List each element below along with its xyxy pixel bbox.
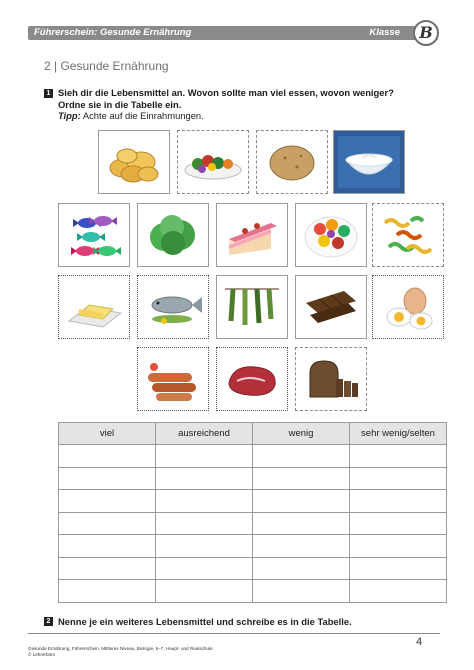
table-cell[interactable]: [253, 467, 350, 490]
task-number-2: 2: [44, 617, 53, 626]
table-cell[interactable]: [350, 512, 447, 535]
table-row: [59, 512, 447, 535]
food-card-herbs: [216, 275, 288, 339]
cake-slice-icon: [221, 209, 283, 261]
column-header-viel: viel: [59, 423, 156, 445]
tip-label: Tipp:: [58, 110, 81, 121]
table-cell[interactable]: [59, 535, 156, 558]
header-bar: [28, 26, 438, 40]
table-cell[interactable]: [253, 512, 350, 535]
food-card-lettuce: [137, 203, 209, 267]
table-cell[interactable]: [59, 467, 156, 490]
steak-icon: [221, 353, 283, 405]
page-number: 4: [416, 636, 423, 648]
task-number-1: 1: [44, 89, 53, 98]
column-header-ausreichend: ausreichend: [156, 423, 253, 445]
butter-icon: [63, 281, 125, 333]
footer-text: [28, 646, 213, 658]
table-row: [59, 557, 447, 580]
eggs-icon: [377, 281, 439, 333]
food-card-potato: [256, 130, 328, 194]
table-cell[interactable]: [59, 512, 156, 535]
bread-icon: [300, 353, 362, 405]
food-card-fruit-bowl: [295, 203, 367, 267]
potato-chips-icon: [103, 136, 165, 188]
task1-instruction-line2: Ordne sie in die Tabelle ein.: [58, 99, 182, 110]
fish-icon: [142, 281, 204, 333]
salad-plate-icon: [182, 136, 244, 188]
food-card-butter: [58, 275, 130, 339]
table-row: [59, 467, 447, 490]
food-card-chocolate: [295, 275, 367, 339]
table-cell[interactable]: [253, 535, 350, 558]
food-card-candy: [58, 203, 130, 267]
table-cell[interactable]: [156, 445, 253, 468]
food-card-sausages: [137, 347, 209, 411]
food-card-cake: [216, 203, 288, 267]
klasse-label: Klasse: [369, 27, 400, 38]
table-cell[interactable]: [350, 535, 447, 558]
footer-line-1: Gesunde Ernährung, Führerschein, Mittleres Niveau, Biologie, 5–7, Haupt- und Realschule: [28, 646, 213, 651]
table-cell[interactable]: [350, 557, 447, 580]
table-cell[interactable]: [350, 580, 447, 603]
tip-text: Achte auf die Einrahmungen.: [80, 110, 204, 121]
food-card-chips: [98, 130, 170, 194]
table-cell[interactable]: [59, 580, 156, 603]
yogurt-bowl-icon: [338, 136, 400, 188]
food-card-pasta: [372, 203, 444, 267]
food-card-salad-plate: [177, 130, 249, 194]
table-cell[interactable]: [156, 490, 253, 513]
table-cell[interactable]: [350, 467, 447, 490]
table-cell[interactable]: [253, 557, 350, 580]
table-cell[interactable]: [156, 557, 253, 580]
food-card-meat: [216, 347, 288, 411]
table-cell[interactable]: [350, 445, 447, 468]
food-card-yogurt: [333, 130, 405, 194]
food-card-fish: [137, 275, 209, 339]
table-header-row: [59, 423, 447, 445]
food-card-eggs: [372, 275, 444, 339]
worksheet-title: Führerschein: Gesunde Ernährung: [34, 27, 192, 38]
wrapped-candy-icon: [63, 209, 125, 261]
table-cell[interactable]: [59, 557, 156, 580]
fruit-bowl-icon: [300, 209, 362, 261]
pasta-icon: [377, 209, 439, 261]
footer-divider: [28, 633, 440, 634]
table-row: [59, 490, 447, 513]
food-card-bread: [295, 347, 367, 411]
classification-table: [58, 422, 447, 603]
herbs-icon: [221, 281, 283, 333]
table-cell[interactable]: [253, 490, 350, 513]
table-cell[interactable]: [156, 467, 253, 490]
level-badge: B: [413, 20, 439, 46]
table-cell[interactable]: [156, 535, 253, 558]
table-cell[interactable]: [156, 512, 253, 535]
table-cell[interactable]: [59, 445, 156, 468]
column-header-wenig: wenig: [253, 423, 350, 445]
column-header-sehr-wenig-selten: sehr wenig/selten: [350, 423, 447, 445]
table-row: [59, 445, 447, 468]
table-cell[interactable]: [253, 445, 350, 468]
table-cell[interactable]: [59, 490, 156, 513]
table-cell[interactable]: [253, 580, 350, 603]
footer-line-2: © Lehrerbüro: [28, 652, 56, 657]
sausages-icon: [142, 353, 204, 405]
potato-icon: [261, 136, 323, 188]
table-row: [59, 580, 447, 603]
task2-instruction: Nenne je ein weiteres Lebensmittel und schreibe es in die Tabelle.: [58, 616, 352, 627]
lettuce-icon: [142, 209, 204, 261]
chocolate-icon: [300, 281, 362, 333]
table-row: [59, 535, 447, 558]
table-cell[interactable]: [156, 580, 253, 603]
task1-tip: [58, 110, 204, 121]
task1-instruction-line1: Sieh dir die Lebensmittel an. Wovon sollte man viel essen, wovon weniger?: [58, 87, 394, 98]
table-cell[interactable]: [350, 490, 447, 513]
section-title: 2 | Gesunde Ernährung: [44, 59, 169, 73]
